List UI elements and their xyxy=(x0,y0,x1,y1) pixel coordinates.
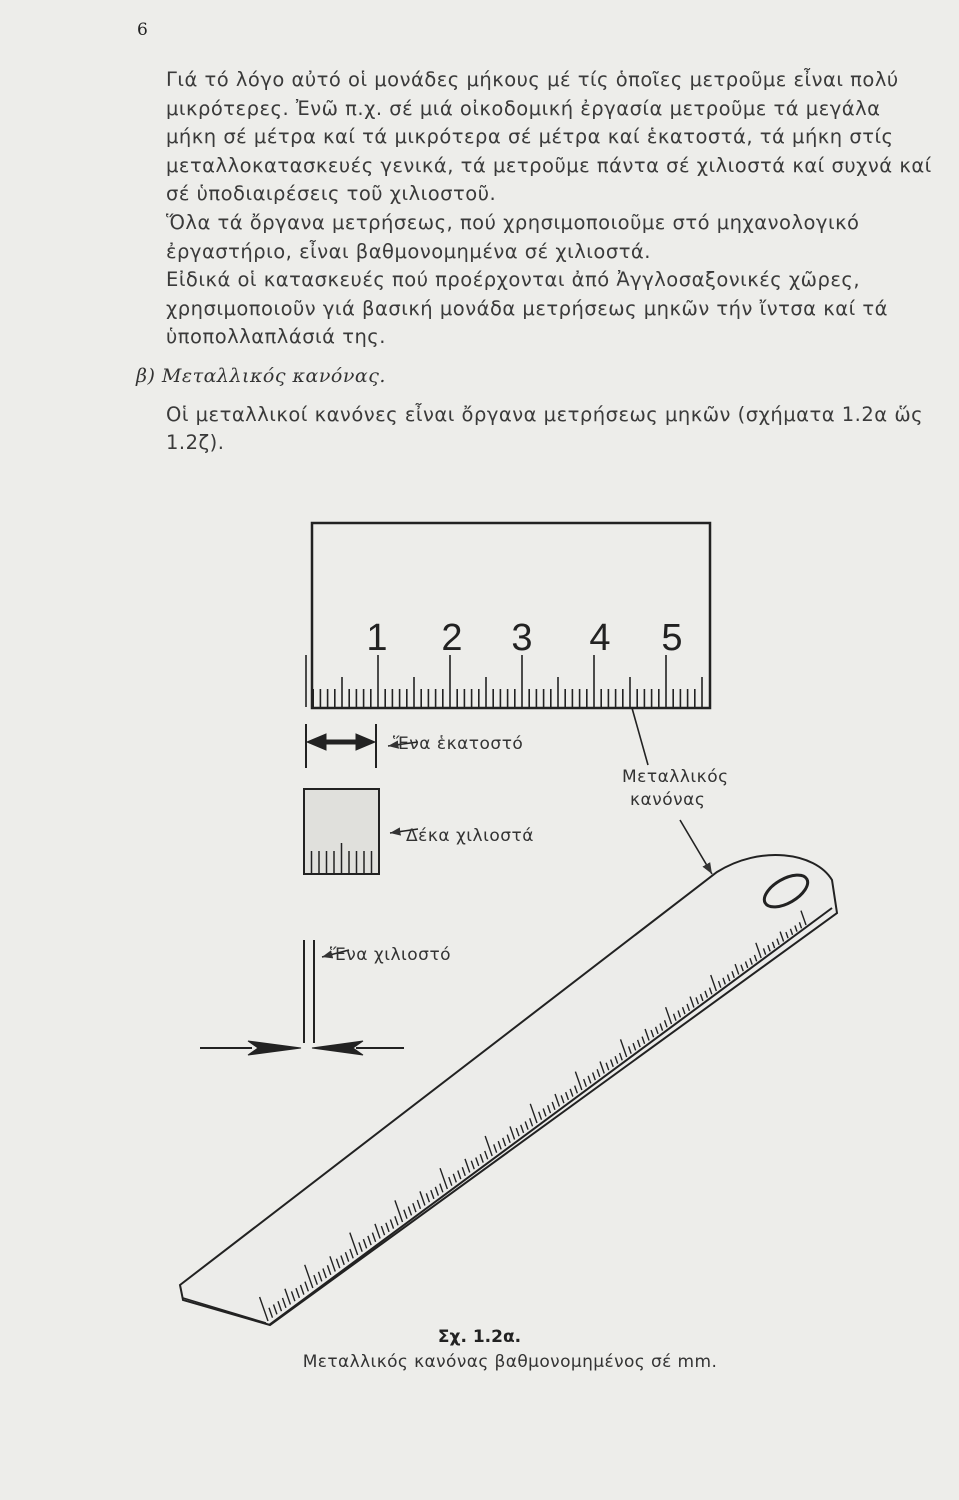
paragraph: Εἰδικά οἱ κατασκευές πού προέρχονται ἀπό Ἀγγλοσαξονικές χῶρες, χρησιμοποιοῦν γιά βασική μονάδα μετρήσεως μηκῶν τήν ἴντσα καί τά ὑποπολλαπλάσιά της. xyxy=(166,268,888,349)
scale-number: 2 xyxy=(441,617,463,659)
figure-caption: Μεταλλικός κανόνας βαθμονομημένος σέ mm. xyxy=(302,1352,718,1372)
section-heading: β) Μεταλλικός κανόνας. xyxy=(136,364,386,387)
paragraph: Ὅλα τά ὄργανα μετρήσεως, πού χρησιμοποιοῦμε στό μηχανολογικό ἐργαστήριο, εἶναι βαθμονομημένα σέ χιλιοστά. xyxy=(166,210,860,263)
page-number: 6 xyxy=(137,20,148,40)
scale-number: 5 xyxy=(661,617,683,659)
paragraph: Γιά τό λόγο αὐτό οἱ μονάδες μήκους μέ τίς ὁποῖες μετροῦμε εἶναι πολύ μικρότερες. Ἐνῶ π.χ. σέ μιά οἰκοδομική ἐργασία μετροῦμε τά μεγάλα μήκη σέ μέτρα καί τά μικρότερα σέ μέτρα καί ἑκατοστά, τά μήκη στίς μεταλλοκατασκευές γενικά, τά μετροῦμε πάντα σέ χιλιοστά καί συχνά καί σέ ὑποδιαιρέσεις τοῦ χιλιοστοῦ. xyxy=(166,68,932,206)
figure-caption-number: Σχ. 1.2α. xyxy=(437,1327,522,1347)
scale-number: 3 xyxy=(511,617,533,659)
ruler-closeup xyxy=(306,523,710,708)
pointer-line xyxy=(680,820,712,874)
scale-number: 4 xyxy=(589,617,611,659)
centimeter-label: Ἕνα ἑκατοστό xyxy=(393,734,524,754)
ten-millimeter-indicator xyxy=(304,789,418,874)
ten-millimeters-label: Δέκα χιλιοστά xyxy=(406,826,534,846)
metal-ruler-label: Μεταλλικός xyxy=(622,767,729,787)
pointer-line xyxy=(632,708,648,765)
full-metal-ruler xyxy=(180,855,837,1325)
metal-ruler-label: κανόνας xyxy=(630,790,706,810)
section-paragraph: Οἱ μεταλλικοί κανόνες εἶναι ὄργανα μετρήσεως μηκῶν (σχήματα 1.2α ὥς 1.2ζ). xyxy=(166,402,924,455)
scale-number: 1 xyxy=(366,617,388,659)
millimeter-label: Ἕνα χιλιοστό xyxy=(330,945,452,965)
